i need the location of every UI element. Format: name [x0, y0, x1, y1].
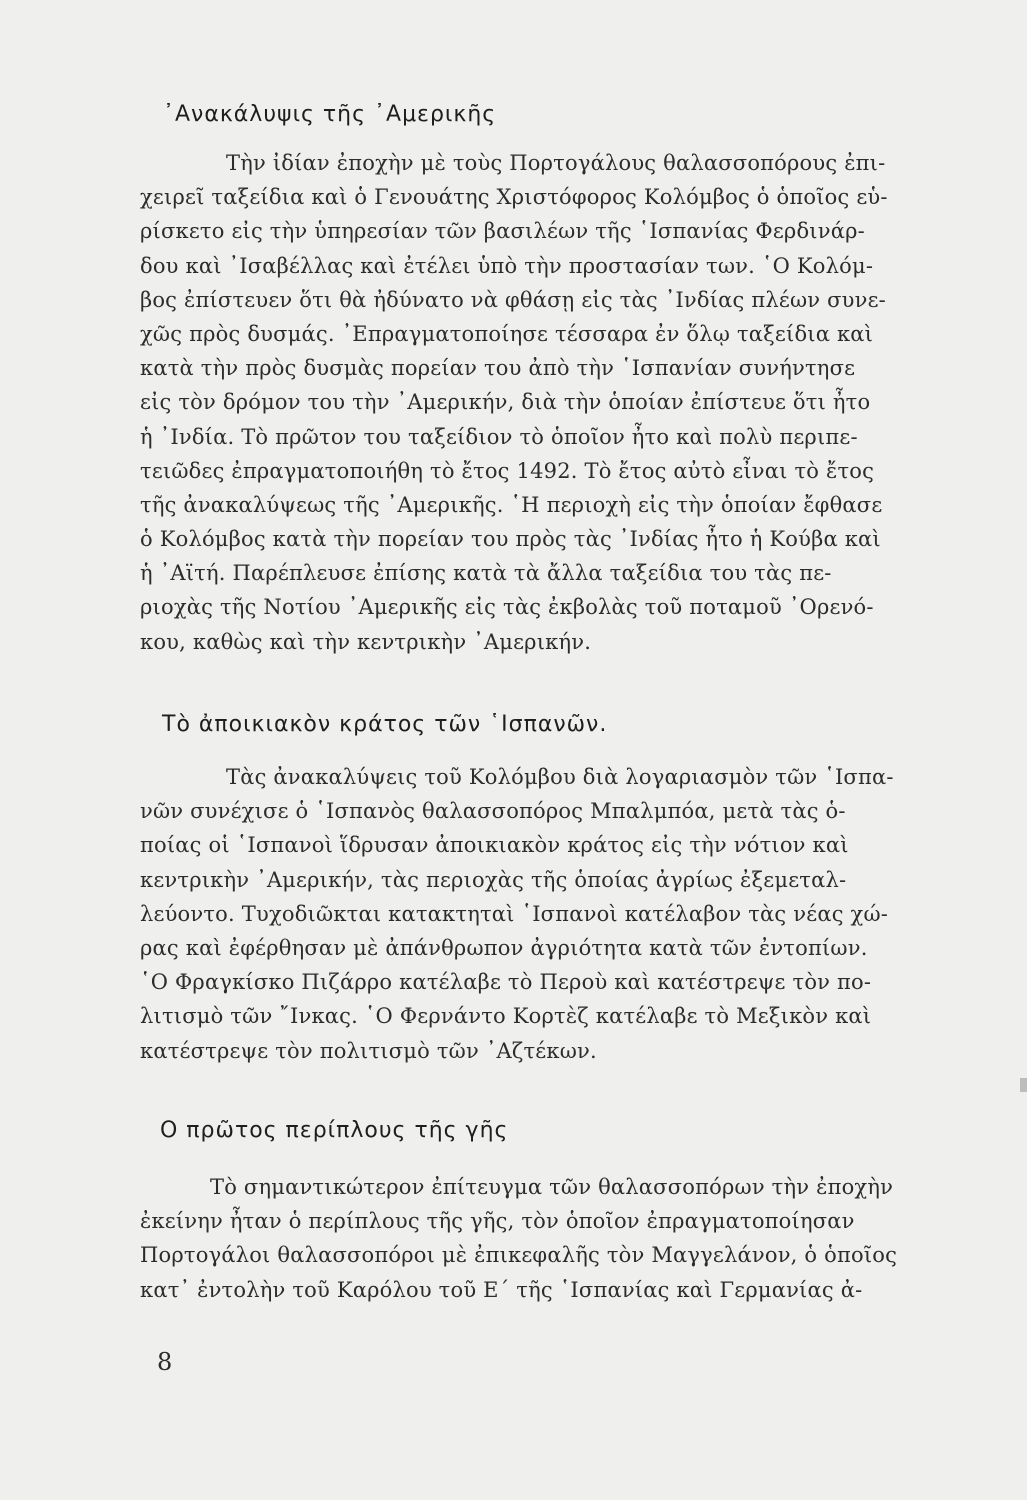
section-heading-discovery-of-america: ᾿Ανακάλυψις τῆς ᾿Αμερικῆς: [163, 102, 497, 127]
paragraph-discovery-of-america: [140, 146, 940, 659]
text-line: ῾Ο Φραγκίσκο Πιζάρρο κατέλαβε τὸ Περοὺ καὶ κατέστρεψε τὸν πο-: [140, 970, 872, 995]
text-line: χειρεῖ ταξείδια καὶ ὁ Γενουάτης Χριστόφορος Κολόμβος ὁ ὁποῖος εὑ-: [140, 185, 888, 210]
text-line: νῶν συνέχισε ὁ ῾Ισπανὸς θαλασσοπόρος Μπαλμπόα, μετὰ τὰς ὁ-: [140, 799, 846, 824]
text-line: Τὸ σημαντικώτερον ἐπίτευγμα τῶν θαλασσοπόρων τὴν ἐποχὴν: [210, 1175, 894, 1199]
section-heading-first-circumnavigation: Ο πρῶτος περίπλους τῆς γῆς: [160, 1118, 509, 1143]
text-line: βος ἐπίστευεν ὅτι θὰ ἠδύνατο νὰ φθάσῃ εἰς τὰς ᾿Ινδίας πλέων συνε-: [140, 287, 886, 312]
text-line: ἡ ᾿Αϊτή. Παρέπλευσε ἐπίσης κατὰ τὰ ἄλλα ταξείδια του τὰς πε-: [140, 561, 832, 586]
section-heading-spanish-colonial-state: Τὸ ἀποικιακὸν κράτος τῶν ῾Ισπανῶν.: [162, 712, 608, 737]
text-line: Πορτογάλοι θαλασσοπόροι μὲ ἐπικεφαλῆς τὸν Μαγγελάνον, ὁ ὁποῖος: [140, 1243, 898, 1268]
text-line: ρας καὶ ἐφέρθησαν μὲ ἀπάνθρωπον ἀγριότητα κατὰ τῶν ἐντοπίων.: [140, 935, 868, 960]
text-line: ποίας οἱ ῾Ισπανοὶ ἵδρυσαν ἀποικιακὸν κράτος εἰς τὴν νότιον καὶ: [140, 833, 849, 858]
text-line: κεντρικὴν ᾿Αμερικήν, τὰς περιοχὰς τῆς ὁποίας ἀγρίως ἐξεμεταλ-: [140, 867, 847, 892]
page-edge-mark: [1020, 1078, 1027, 1092]
text-line: χῶς πρὸς δυσμάς. ᾿Επραγματοποίησε τέσσαρα ἐν ὅλῳ ταξείδια καὶ: [140, 321, 874, 346]
text-line: κατ᾿ ἐντολὴν τοῦ Καρόλου τοῦ Ε΄ τῆς ῾Ισπανίας καὶ Γερμανίας ἀ-: [140, 1277, 863, 1302]
text-line: ἡ ᾿Ινδία. Τὸ πρῶτον του ταξείδιον τὸ ὁποῖον ἦτο καὶ πολὺ περιπε-: [140, 424, 858, 449]
text-line: ριοχὰς τῆς Νοτίου ᾿Αμερικῆς εἰς τὰς ἐκβολὰς τοῦ ποταμοῦ ᾿Ορενό-: [140, 595, 874, 620]
page-number: 8: [157, 1348, 173, 1376]
text-line: κατὰ τὴν πρὸς δυσμὰς πορείαν του ἀπὸ τὴν ῾Ισπανίαν συνήντησε: [140, 356, 856, 381]
text-line: τῆς ἀνακαλύψεως τῆς ᾿Αμερικῆς. ῾Η περιοχὴ εἰς τὴν ὁποίαν ἔφθασε: [140, 492, 883, 517]
text-line: κατέστρεψε τὸν πολιτισμὸ τῶν ᾿Αζτέκων.: [140, 1038, 597, 1063]
text-line: λεύοντο. Τυχοδιῶκται κατακτηταὶ ῾Ισπανοὶ κατέλαβον τὰς νέας χώ-: [140, 901, 889, 926]
paragraph-spanish-colonial-state: [140, 760, 940, 1068]
text-line: ὁ Κολόμβος κατὰ τὴν πορείαν του πρὸς τὰς ᾿Ινδίας ἦτο ἡ Κούβα καὶ: [140, 527, 881, 552]
text-line: ἐκείνην ἦταν ὁ περίπλους τῆς γῆς, τὸν ὁποῖον ἐπραγματοποίησαν: [140, 1209, 855, 1234]
text-line: τειῶδες ἐπραγματοποιήθη τὸ ἔτος 1492. Τὸ ἔτος αὐτὸ εἶναι τὸ ἔτος: [140, 458, 875, 483]
text-line: Τὰς ἀνακαλύψεις τοῦ Κολόμβου διὰ λογαριασμὸν τῶν ῾Ισπα-: [226, 765, 894, 789]
text-line: εἰς τὸν δρόμον του τὴν ᾿Αμερικήν, διὰ τὴν ὁποίαν ἐπίστευε ὅτι ἦτο: [140, 390, 871, 415]
text-line: δου καὶ ᾿Ισαβέλλας καὶ ἐτέλει ὑπὸ τὴν προστασίαν των. ῾Ο Κολόμ-: [140, 253, 874, 278]
text-line: λιτισμὸ τῶν ῎Ινκας. ῾Ο Φερνάντο Κορτὲζ κατέλαβε τὸ Μεξικὸν καὶ: [140, 1004, 872, 1029]
text-line: ρίσκετο εἰς τὴν ὑπηρεσίαν τῶν βασιλέων τῆς ῾Ισπανίας Φερδινάρ-: [140, 219, 865, 244]
paragraph-first-circumnavigation: [140, 1170, 940, 1307]
text-line: κου, καθὼς καὶ τὴν κεντρικὴν ᾿Αμερικήν.: [140, 629, 592, 654]
text-line: Τὴν ἰδίαν ἐποχὴν μὲ τοὺς Πορτογάλους θαλασσοπόρους ἐπι-: [226, 151, 886, 175]
